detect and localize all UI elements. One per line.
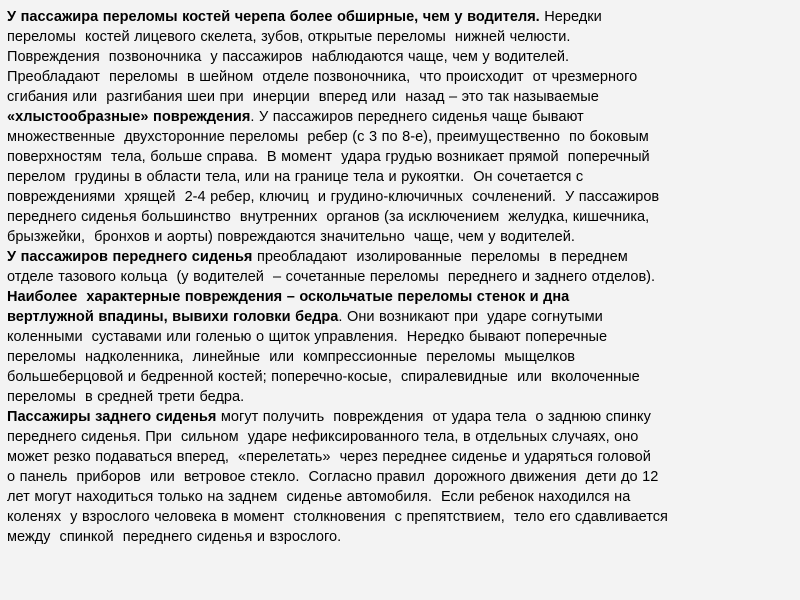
text-line bbox=[7, 247, 793, 267]
text-line bbox=[7, 227, 793, 247]
text-segment: Нередки bbox=[539, 9, 602, 25]
text-line bbox=[7, 307, 793, 327]
text-line bbox=[7, 467, 793, 487]
text-line bbox=[7, 67, 793, 87]
text-line bbox=[7, 187, 793, 207]
text-segment: . У пассажиров переднего сиденья чаще бывают bbox=[250, 109, 584, 125]
text-line bbox=[7, 127, 793, 147]
text-segment: коленях у взрослого человека в момент столкновения с препятствием, тело его сдавливается bbox=[7, 509, 668, 525]
text-line bbox=[7, 407, 793, 427]
text-segment: переломы в средней трети бедра. bbox=[7, 389, 245, 405]
bold-text-segment: Наиболее характерные повреждения – оскольчатые переломы стенок и дна bbox=[7, 289, 570, 305]
text-line bbox=[7, 347, 793, 367]
text-line bbox=[7, 387, 793, 407]
text-line bbox=[7, 167, 793, 187]
document-body-text bbox=[7, 7, 795, 547]
text-line bbox=[7, 447, 793, 467]
text-segment: переломы надколенника, линейные или компрессионные переломы мыщелков bbox=[7, 349, 576, 365]
text-segment: отделе тазового кольца (у водителей – сочетанные переломы переднего и заднего отделов). bbox=[7, 269, 656, 285]
text-segment: может резко подаваться вперед, «перелетать» через переднее сиденье и ударяться головой bbox=[7, 449, 651, 465]
text-line bbox=[7, 287, 793, 307]
text-segment: Повреждения позвоночника у пассажиров наблюдаются чаще, чем у водителей. bbox=[7, 49, 570, 65]
text-segment: о панель приборов или ветровое стекло. Согласно правил дорожного движения дети до 12 bbox=[7, 469, 659, 485]
text-segment: . Они возникают при ударе согнутыми bbox=[338, 309, 603, 325]
text-segment: Преобладают переломы в шейном отделе позвоночника, что происходит от чрезмерного bbox=[7, 69, 638, 85]
text-segment: лет могут находиться только на заднем сиденье автомобиля. Если ребенок находился на bbox=[7, 489, 631, 505]
text-line bbox=[7, 207, 793, 227]
text-segment: большеберцовой и бедренной костей; поперечно-косые, спиралевидные или вколоченные bbox=[7, 369, 640, 385]
bold-text-segment: «хлыстообразные» повреждения bbox=[7, 109, 251, 125]
text-segment: переднего сиденья большинство внутренних органов (за исключением желудка, кишечника, bbox=[7, 209, 650, 225]
bold-text-segment: Пассажиры заднего сиденья bbox=[7, 409, 217, 425]
text-line bbox=[7, 487, 793, 507]
text-segment: могут получить повреждения от удара тела о заднюю спинку bbox=[216, 409, 651, 425]
text-line bbox=[7, 87, 793, 107]
text-segment: множественные двухсторонние переломы ребер (с 3 по 8-е), преимущественно по боковым bbox=[7, 129, 649, 145]
text-line bbox=[7, 527, 793, 547]
text-line bbox=[7, 147, 793, 167]
text-line bbox=[7, 47, 793, 67]
text-segment: между спинкой переднего сиденья и взрослого. bbox=[7, 529, 342, 545]
text-line bbox=[7, 27, 793, 47]
text-segment: преобладают изолированные переломы в переднем bbox=[252, 249, 628, 265]
text-segment: переднего сиденья. При сильном ударе нефиксированного тела, в отдельных случаях, оно bbox=[7, 429, 639, 445]
bold-text-segment: У пассажира переломы костей черепа более обширные, чем у водителя. bbox=[7, 9, 540, 25]
text-segment: перелом грудины в области тела, или на границе тела и рукоятки. Он сочетается с bbox=[7, 169, 584, 185]
text-segment: сгибания или разгибания шеи при инерции вперед или назад – это так называемые bbox=[7, 89, 599, 105]
text-line bbox=[7, 367, 793, 387]
text-line bbox=[7, 427, 793, 447]
text-segment: переломы костей лицевого скелета, зубов, открытые переломы нижней челюсти. bbox=[7, 29, 571, 45]
bold-text-segment: вертлужной впадины, вывихи головки бедра bbox=[7, 309, 339, 325]
text-segment: повреждениями хрящей 2-4 ребер, ключиц и грудино-ключичных сочленений. У пассажиров bbox=[7, 189, 660, 205]
text-line bbox=[7, 507, 793, 527]
text-segment: поверхностям тела, больше справа. В момент удара грудью возникает прямой поперечный bbox=[7, 149, 650, 165]
text-line bbox=[7, 7, 793, 27]
text-segment: коленными суставами или голенью о щиток управления. Нередко бывают поперечные bbox=[7, 329, 608, 345]
text-line bbox=[7, 327, 793, 347]
text-line bbox=[7, 107, 793, 127]
text-segment: брызжейки, бронхов и аорты) повреждаются значительно чаще, чем у водителей. bbox=[7, 229, 575, 245]
bold-text-segment: У пассажиров переднего сиденья bbox=[7, 249, 253, 265]
text-line bbox=[7, 267, 793, 287]
